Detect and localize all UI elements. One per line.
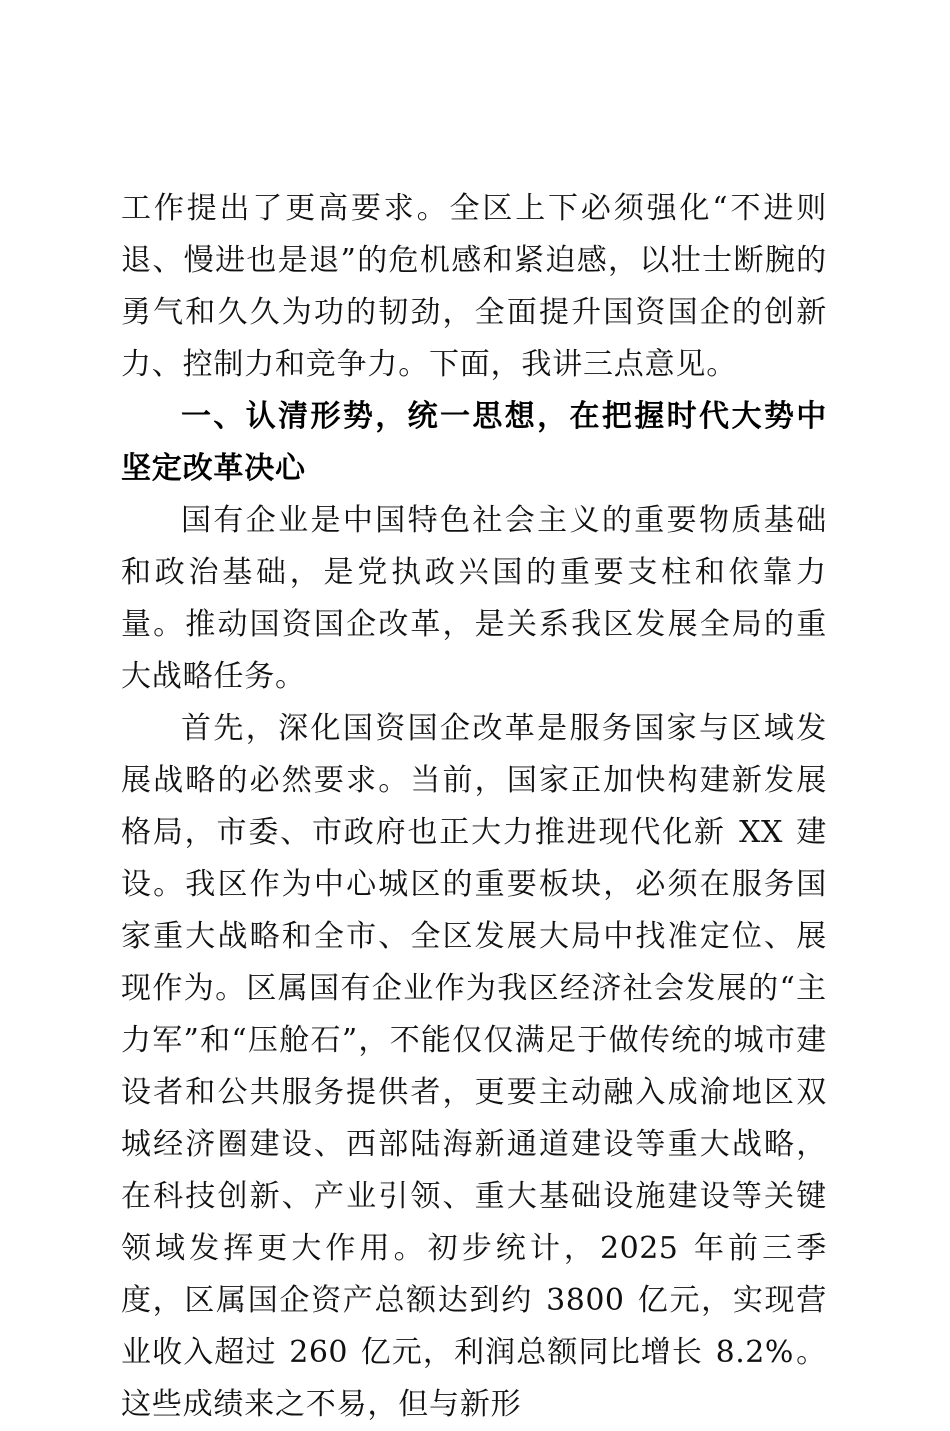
latin-run: 3800 bbox=[546, 1283, 625, 1318]
paragraph-continuation: 工作提出了更高要求。全区上下必须强化“不进则退、慢进也是退”的危机感和紧迫感，以壮士断腕的勇气和久久为功的韧劲，全面提升国资国企的创新力、控制力和竞争力。下面，我讲三点意见。 bbox=[121, 191, 827, 382]
latin-run: 260 bbox=[289, 1335, 349, 1370]
paragraph-soe-foundation: 国有企业是中国特色社会主义的重要物质基础和政治基础，是党执政兴国的重要支柱和依靠力量。推动国资国企改革，是关系我区发展全局的重大战略任务。 bbox=[121, 503, 827, 694]
paragraph-reform-strategy: 首先，深化国资国企改革是服务国家与区域发展战略的必然要求。当前，国家正加快构建新发展格局，市委、市政府也正大力推进现代化新 XX 建设。我区作为中心城区的重要板块，必须在服务国家重大战略和全市、全区发展大局中找准定位、展现作为。区属国有企业作为我区经济社会发展的“主力军”和“压舱石”，不能仅仅满足于做传统的城市建设者和公共服务提供者，更要主动融入成渝地区双城经济圈建设、西部陆海新通道建设等重大战略，在科技创新、产业引领、重大基础设施建设等关键领域发挥更大作用。初步统计，2025 年前三季度，区属国企资产总额达到约 3800 亿元，实现营业收入超过 260 亿元，利润总额同比增长 8.2%。这些成绩来之不易，但与新形 bbox=[121, 711, 827, 1422]
section-heading-one: 一、认清形势，统一思想，在把握时代大势中坚定改革决心 bbox=[121, 399, 827, 486]
document-text-column bbox=[121, 183, 827, 1431]
latin-run: 8.2% bbox=[715, 1335, 794, 1370]
latin-run: 2025 bbox=[600, 1231, 679, 1266]
latin-run: XX bbox=[739, 815, 783, 850]
